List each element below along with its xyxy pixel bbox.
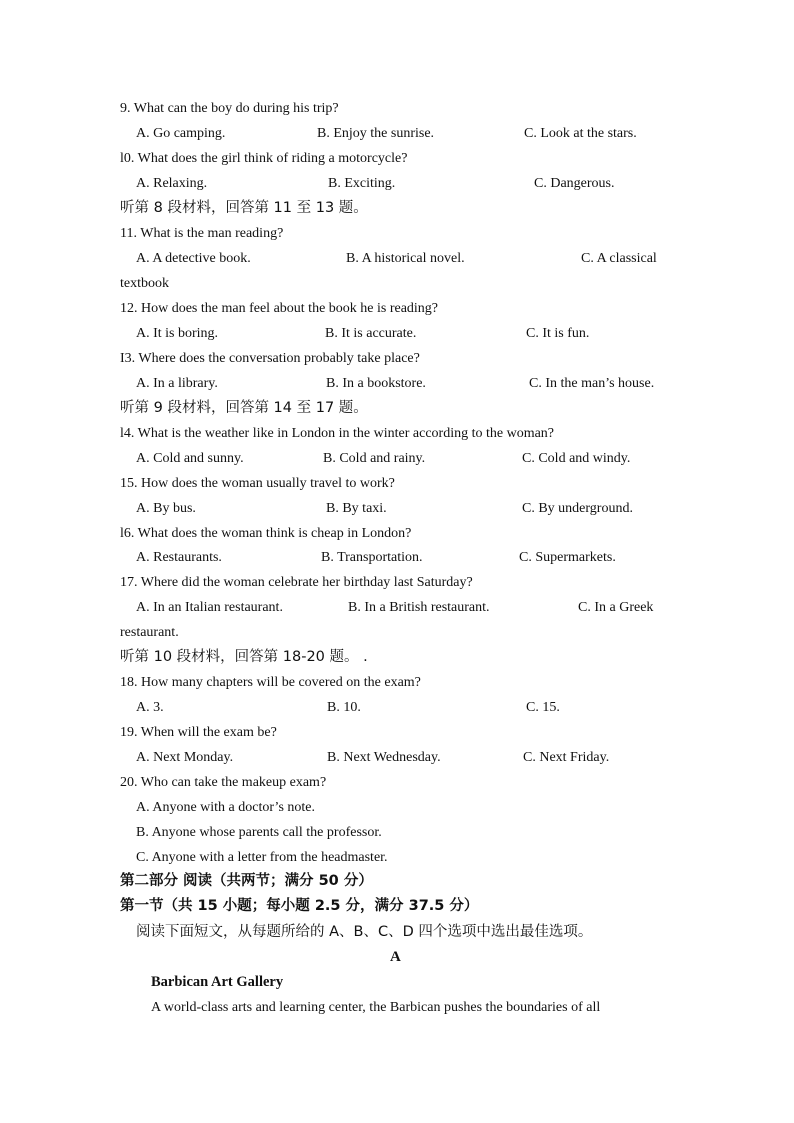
section-1-heading — [120, 894, 478, 919]
option-a: A. 3. — [136, 700, 164, 715]
section-9-heading: 听第 9 段材料，回答第 14 至 17 题。 — [120, 400, 368, 416]
option-b: B. Anyone whose parents call the professor. — [136, 825, 382, 840]
question-11: 11. What is the man reading? — [120, 226, 284, 241]
option-b: B. Cold and rainy. — [323, 451, 426, 466]
option-c: C. A classical — [581, 251, 657, 266]
option-a: A. Relaxing. — [136, 176, 208, 191]
option-b: B. A historical novel. — [346, 251, 465, 266]
part-2-heading — [120, 869, 373, 894]
question-18: 18. How many chapters will be covered on the exam? — [120, 675, 421, 690]
option-c: C. Supermarkets. — [519, 550, 616, 565]
option-c-continuation: textbook — [120, 276, 169, 291]
option-c: C. In the man’s house. — [529, 376, 655, 391]
section-1-heading-text: 第一节（共 15 小题；每小题 2.5 分，满分 37.5 分） — [120, 898, 479, 914]
option-a: A. In an Italian restaurant. — [136, 600, 283, 615]
option-a: A. Next Monday. — [136, 750, 234, 765]
question-10: l0. What does the girl think of riding a motorcycle? — [120, 151, 408, 166]
option-b: B. Enjoy the sunrise. — [317, 126, 435, 141]
section-10-heading: 听第 10 段材料，回答第 18-20 题。 . — [120, 649, 368, 665]
question-14: l4. What is the weather like in London in the winter according to the woman? — [120, 426, 555, 441]
option-a: A. By bus. — [136, 501, 196, 516]
option-b: B. By taxi. — [326, 501, 387, 516]
question-9: 9. What can the boy do during his trip? — [120, 101, 339, 116]
option-a: A. Go camping. — [136, 126, 226, 141]
option-a: A. Cold and sunny. — [136, 451, 244, 466]
passage-title: Barbican Art Gallery — [151, 974, 284, 990]
option-c: C. 15. — [526, 700, 560, 715]
option-c: C. By underground. — [522, 501, 633, 516]
option-c: C. Anyone with a letter from the headmaster. — [136, 850, 388, 865]
option-a: A. Restaurants. — [136, 550, 222, 565]
question-19: 19. When will the exam be? — [120, 725, 277, 740]
option-c: C. Dangerous. — [534, 176, 615, 191]
option-c: C. Cold and windy. — [522, 451, 631, 466]
option-a: A. Anyone with a doctor’s note. — [136, 800, 315, 815]
option-b: B. In a bookstore. — [326, 376, 426, 391]
option-c: C. It is fun. — [526, 326, 590, 341]
instructions: 阅读下面短文，从每题所给的 A、B、C、D 四个选项中选出最佳选项。 — [136, 924, 593, 940]
passage-letter: A — [390, 949, 401, 965]
part-2-heading-text: 第二部分 阅读（共两节；满分 50 分） — [120, 873, 373, 889]
question-12: 12. How does the man feel about the book he is reading? — [120, 301, 439, 316]
question-16: l6. What does the woman think is cheap in London? — [120, 526, 412, 541]
option-b: B. 10. — [327, 700, 361, 715]
option-b: B. In a British restaurant. — [348, 600, 490, 615]
question-13: I3. Where does the conversation probably take place? — [120, 351, 420, 366]
option-a: A. It is boring. — [136, 326, 219, 341]
question-15: 15. How does the woman usually travel to work? — [120, 476, 395, 491]
option-c-continuation: restaurant. — [120, 625, 179, 640]
section-8-heading: 听第 8 段材料，回答第 11 至 13 题。 — [120, 200, 368, 216]
option-a: A. In a library. — [136, 376, 218, 391]
question-17: 17. Where did the woman celebrate her birthday last Saturday? — [120, 575, 473, 590]
passage-text-line: A world-class arts and learning center, the Barbican pushes the boundaries of all — [151, 1000, 601, 1015]
option-a: A. A detective book. — [136, 251, 251, 266]
option-c: C. Next Friday. — [523, 750, 610, 765]
option-b: B. It is accurate. — [325, 326, 417, 341]
option-b: B. Transportation. — [321, 550, 423, 565]
option-c: C. Look at the stars. — [524, 126, 637, 141]
question-20: 20. Who can take the makeup exam? — [120, 775, 327, 790]
option-c: C. In a Greek — [578, 600, 654, 615]
option-b: B. Next Wednesday. — [327, 750, 441, 765]
option-b: B. Exciting. — [328, 176, 396, 191]
